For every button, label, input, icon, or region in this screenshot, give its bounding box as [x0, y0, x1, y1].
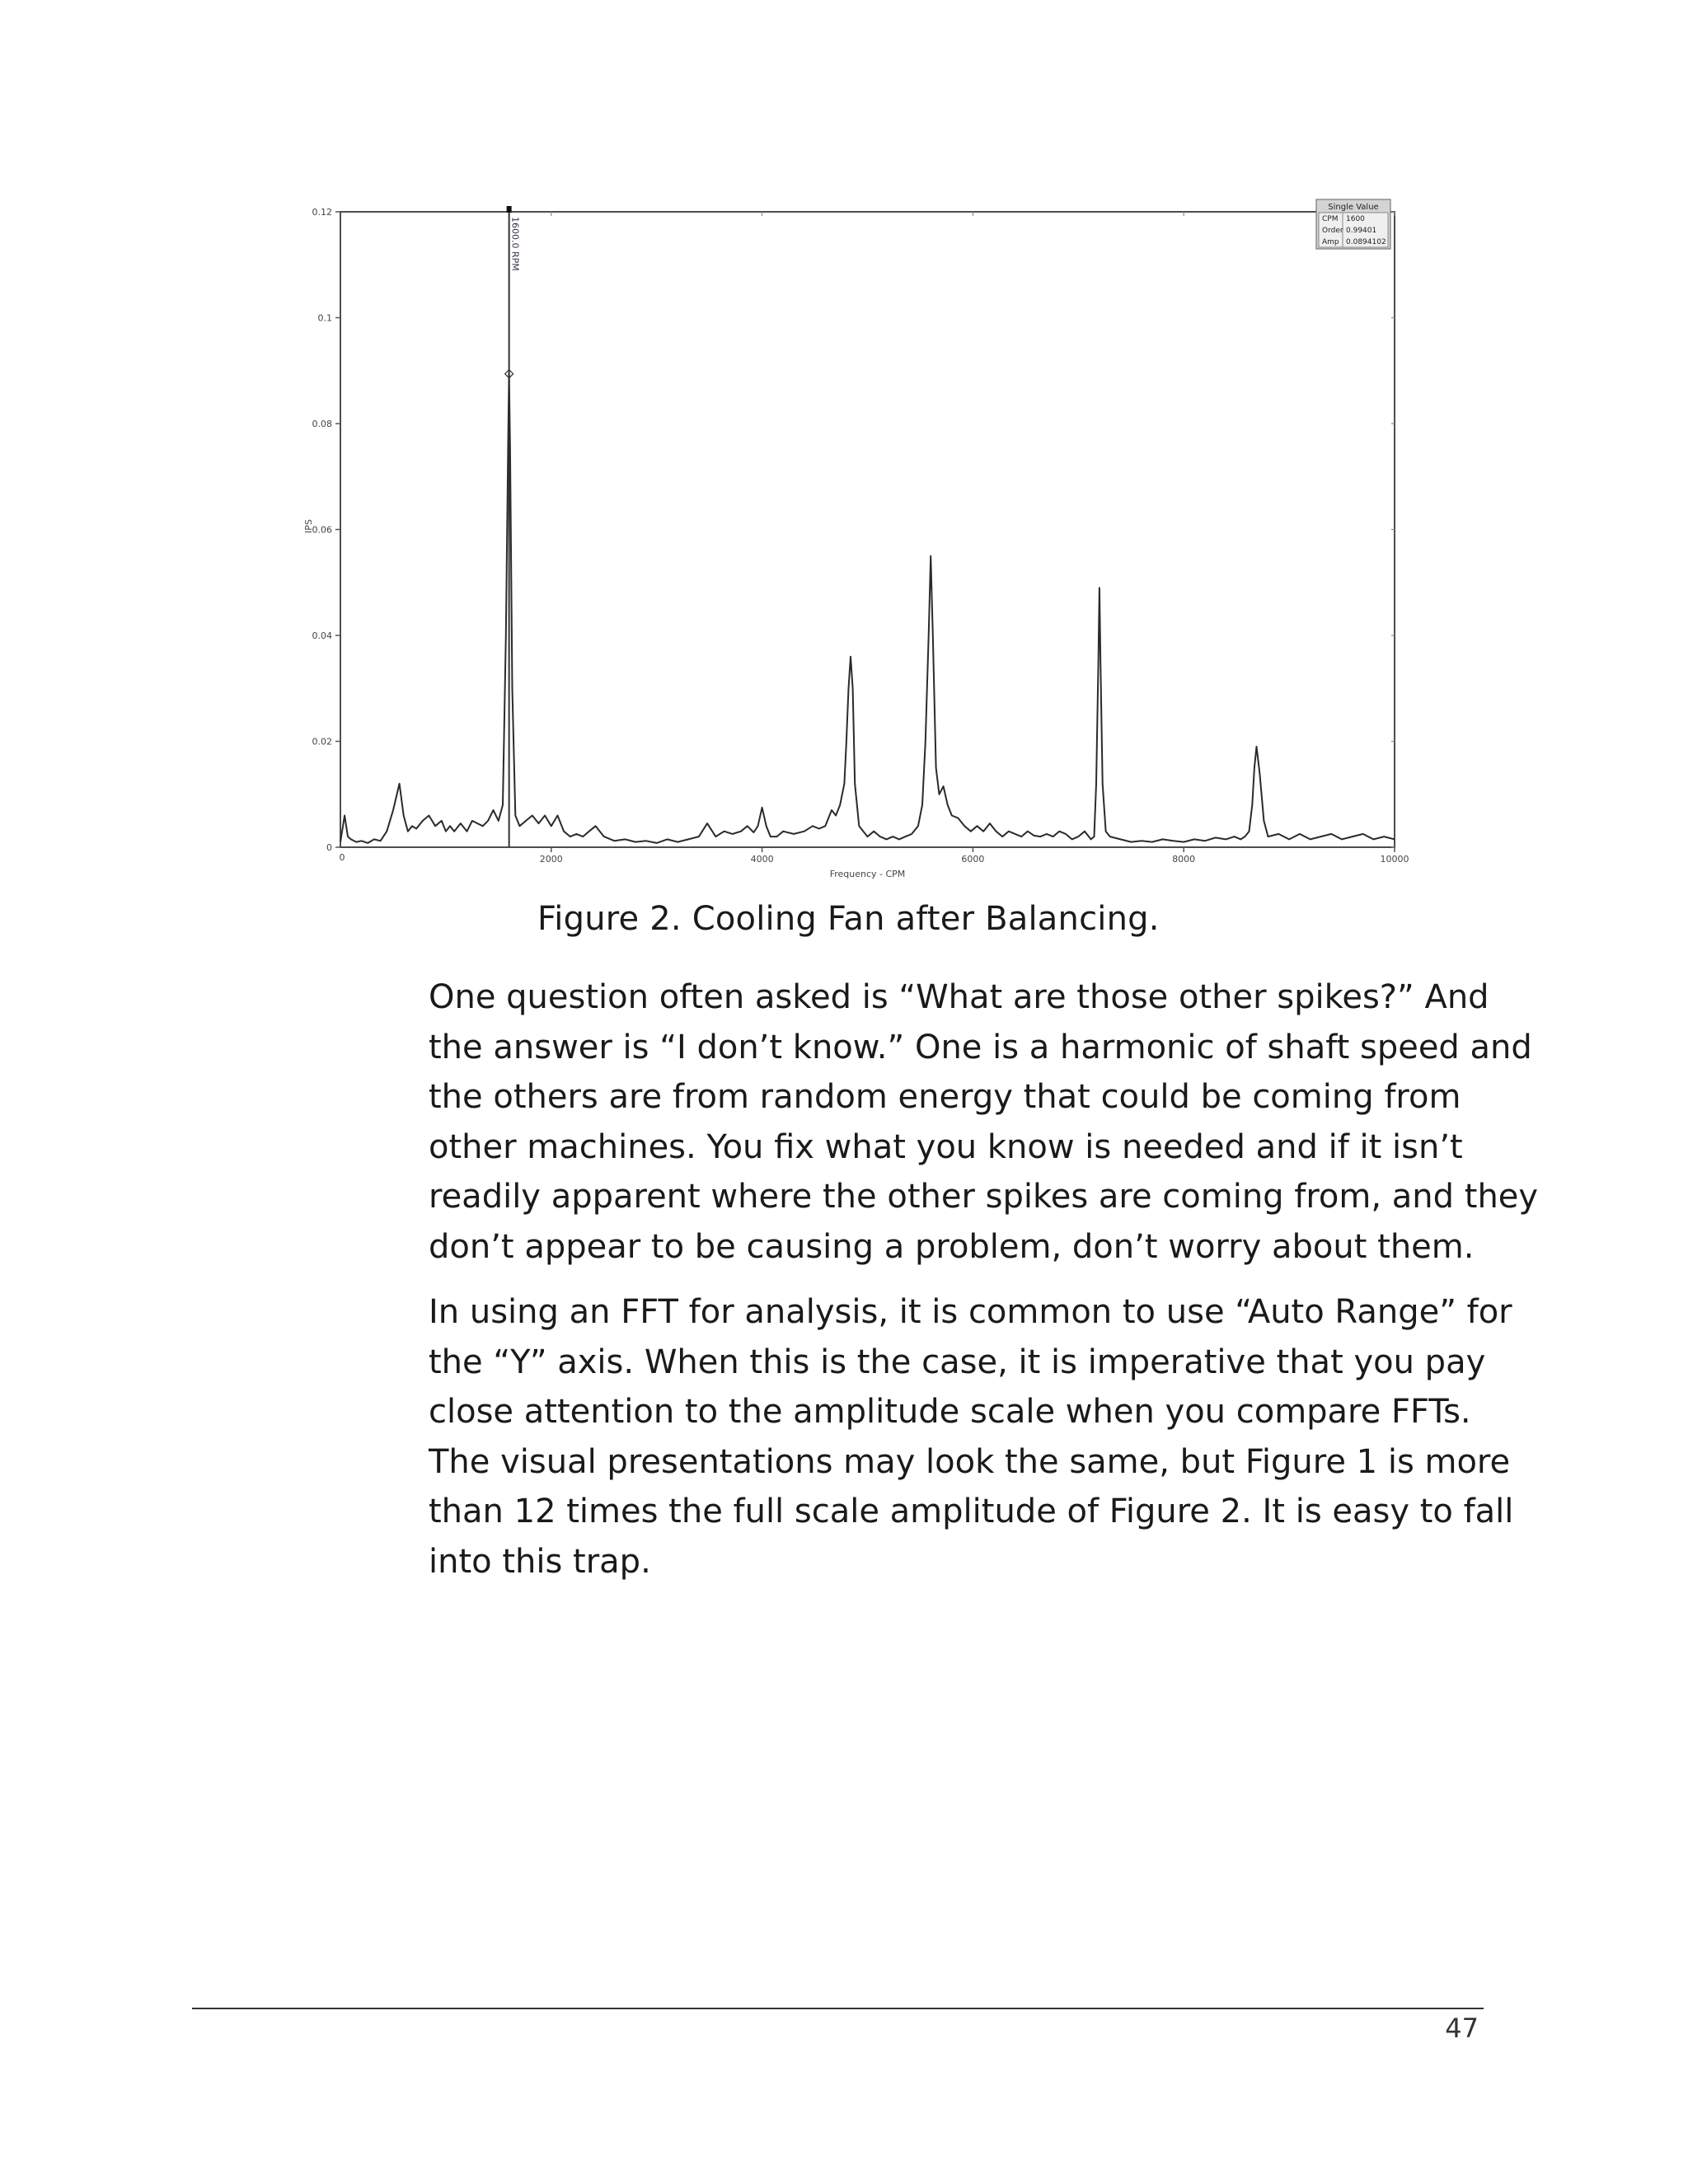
- text-line: readily apparent where the other spikes are coming from, and they: [429, 1178, 1539, 1216]
- paragraph-other-spikes: [429, 972, 1539, 1272]
- text-line: In using an FFT for analysis, it is common to use “Auto Range” for: [429, 1293, 1512, 1331]
- cursor-handle: [507, 206, 512, 213]
- text-line: The visual presentations may look the same, but Figure 1 is more: [429, 1442, 1511, 1481]
- x-tick-label: 10000: [1380, 854, 1409, 865]
- readout-row-name: Order: [1322, 227, 1343, 235]
- readout-row-value: 0.99401: [1346, 227, 1377, 235]
- fft-spectrum-chart: [297, 190, 1418, 882]
- readout-row-name: CPM: [1322, 215, 1339, 223]
- readout-row-value: 1600: [1346, 215, 1365, 223]
- y-tick-label: 0.12: [312, 207, 332, 218]
- text-line: the answer is “I don’t know.” One is a harmonic of shaft speed and: [429, 1028, 1532, 1066]
- y-tick-label: 0.06: [312, 524, 332, 536]
- y-tick-label: 0.1: [317, 312, 332, 324]
- text-line: than 12 times the full scale amplitude of Figure 2. It is easy to fall: [429, 1493, 1514, 1530]
- y-tick-label: 0: [326, 842, 332, 853]
- plot-frame: [340, 212, 1395, 847]
- x-tick-label-zero: 0: [339, 852, 345, 863]
- paragraph-auto-range: [429, 1287, 1514, 1586]
- x-tick-label: 2000: [539, 854, 563, 865]
- readout-title: Single Value: [1328, 203, 1379, 212]
- x-axis-label: Frequency - CPM: [829, 869, 906, 879]
- readout-row-name: Amp: [1322, 238, 1339, 246]
- text-line: don’t appear to be causing a problem, don’t worry about them.: [429, 1227, 1475, 1266]
- text-line: One question often asked is “What are those other spikes?” And: [429, 978, 1489, 1016]
- page-number: 47: [1445, 2013, 1479, 2044]
- y-tick-label: 0.02: [312, 736, 332, 748]
- cursor-label: 1600.0 RPM: [509, 217, 521, 271]
- y-tick-label: 0.08: [312, 419, 332, 429]
- x-tick-label: 6000: [961, 854, 985, 865]
- text-line: into this trap.: [429, 1542, 651, 1581]
- figure-caption: Figure 2. Cooling Fan after Balancing.: [537, 900, 1160, 938]
- y-axis-label: IPS: [303, 519, 314, 533]
- text-line: the others are from random energy that could be coming from: [429, 1078, 1461, 1116]
- x-tick-label: 8000: [1172, 854, 1196, 865]
- text-line: close attention to the amplitude scale when you compare FFTs.: [429, 1393, 1471, 1431]
- text-line: other machines. You fix what you know is needed and if it isn’t: [429, 1127, 1463, 1166]
- footer-rule: [192, 2008, 1484, 2009]
- readout-row-value: 0.0894102: [1346, 238, 1386, 246]
- x-tick-label: 4000: [750, 854, 774, 865]
- text-line: the “Y” axis. When this is the case, it is imperative that you pay: [429, 1343, 1486, 1381]
- fft-figure: [297, 190, 1418, 882]
- y-tick-label: 0.04: [312, 630, 332, 641]
